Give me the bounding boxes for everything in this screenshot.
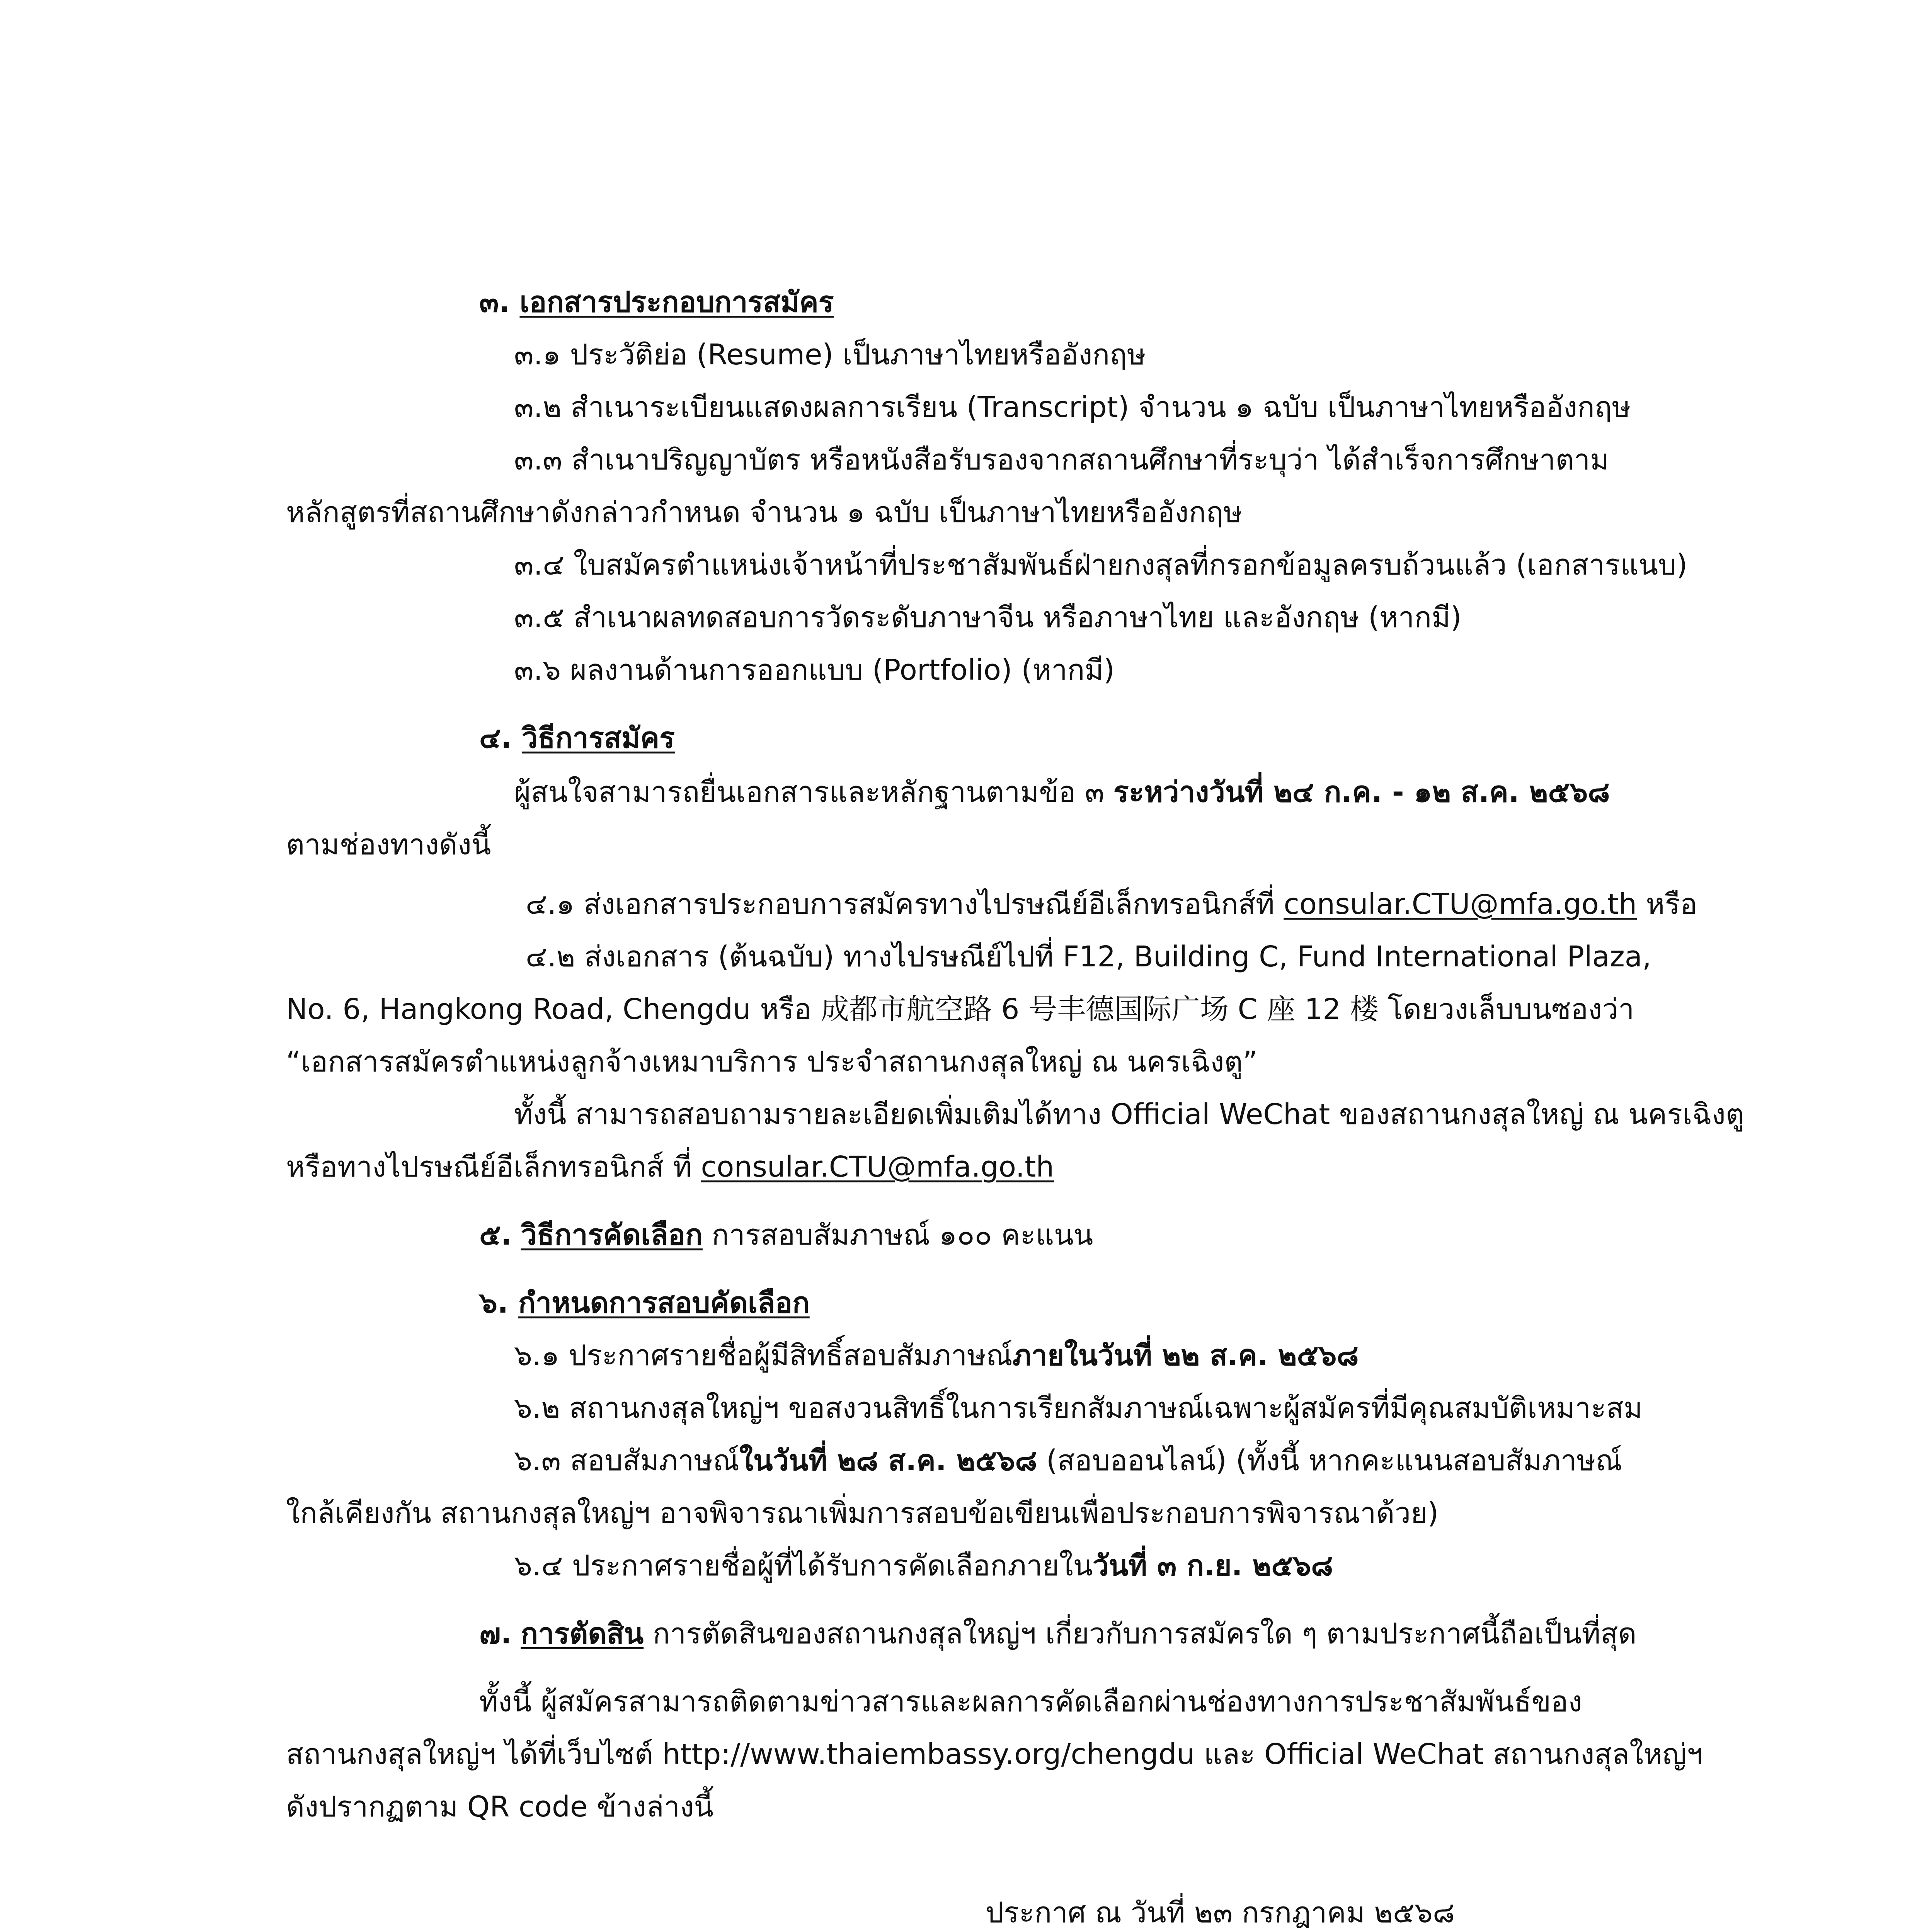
item-6-1-text: ๖.๑ ประกาศรายชื่อผู้มีสิทธิ์สอบสัมภาษณ์ bbox=[514, 1339, 1013, 1372]
section-6-number: ๖. bbox=[479, 1286, 509, 1320]
item-6-4-date: วันที่ ๓ ก.ย. ๒๕๖๘ bbox=[1093, 1549, 1333, 1582]
closing-line1: ทั้งนี้ ผู้สมัครสามารถติดตามข่าวสารและผลการคัดเลือกผ่านช่องทางการประชาสัมพันธ์ของ bbox=[479, 1685, 1582, 1718]
closing-line2: สถานกงสุลใหญ่ฯ ได้ที่เว็บไซต์ http://www.thaiembassy.org/chengdu และ Official WeChat สถานกงสุลใหญ่ฯ bbox=[286, 1738, 1703, 1771]
item-4-1 bbox=[526, 885, 1697, 923]
section-5-text: การสอบสัมภาษณ์ ๑๐๐ คะแนน bbox=[702, 1218, 1093, 1252]
announcement-date: ประกาศ ณ วันที่ ๒๓ กรกฎาคม ๒๕๖๘ bbox=[986, 1896, 1455, 1929]
note-text: หรือทางไปรษณีย์อีเล็กทรอนิกส์ ที่ bbox=[286, 1150, 701, 1184]
email-link-2[interactable]: consular.CTU@mfa.go.th bbox=[701, 1150, 1054, 1184]
item-4-2-line3: “เอกสารสมัครตำแหน่งลูกจ้างเหมาบริการ ประจำสถานกงสุลใหญ่ ณ นครเฉิงตู” bbox=[286, 1045, 1258, 1078]
section-3-title: เอกสารประกอบการสมัคร bbox=[519, 286, 834, 319]
item-6-3-line2: ใกล้เคียงกัน สถานกงสุลใหญ่ฯ อาจพิจารณาเพิ่มการสอบข้อเขียนเพื่อประกอบการพิจารณาด้วย) bbox=[286, 1497, 1439, 1530]
section-6-heading bbox=[479, 1284, 810, 1322]
item-3-3-line2: หลักสูตรที่สถานศึกษาดังกล่าวกำหนด จำนวน ๑ ฉบับ เป็นภาษาไทยหรืออังกฤษ bbox=[286, 496, 1242, 529]
note-line1: ทั้งนี้ สามารถสอบถามรายละเอียดเพิ่มเติมได้ทาง Official WeChat ของสถานกงสุลใหญ่ ณ นครเฉิงตู bbox=[514, 1098, 1744, 1131]
section-5-title: วิธีการคัดเลือก bbox=[521, 1218, 703, 1252]
item-4-1-text: ๔.๑ ส่งเอกสารประกอบการสมัครทางไปรษณีย์อีเล็กทรอนิกส์ที่ bbox=[526, 888, 1284, 921]
item-4-2-line2: No. 6, Hangkong Road, Chengdu หรือ 成都市航空路 6 号丰德国际广场 C 座 12 楼 โดยวงเล็บบนซองว่า bbox=[286, 993, 1634, 1026]
item-6-3-date: ในวันที่ ๒๘ ส.ค. ๒๕๖๘ bbox=[739, 1444, 1037, 1477]
item-3-2: ๓.๒ สำเนาระเบียนแสดงผลการเรียน (Transcript) จำนวน ๑ ฉบับ เป็นภาษาไทยหรืออังกฤษ bbox=[514, 391, 1631, 424]
item-3-4: ๓.๔ ใบสมัครตำแหน่งเจ้าหน้าที่ประชาสัมพันธ์ฝ่ายกงสุลที่กรอกข้อมูลครบถ้วนแล้ว (เอกสารแนบ) bbox=[514, 548, 1688, 582]
email-link[interactable]: consular.CTU@mfa.go.th bbox=[1284, 888, 1637, 921]
item-6-1-date: ภายในวันที่ ๒๒ ส.ค. ๒๕๖๘ bbox=[1012, 1339, 1359, 1372]
intro-text: ผู้สนใจสามารถยื่นเอกสารและหลักฐานตามข้อ ๓ bbox=[514, 776, 1113, 809]
item-3-6: ๓.๖ ผลงานด้านการออกแบบ (Portfolio) (หากมี) bbox=[514, 653, 1115, 687]
section-4-title: วิธีการสมัคร bbox=[521, 721, 675, 755]
application-period: ระหว่างวันที่ ๒๔ ก.ค. - ๑๒ ส.ค. ๒๕๖๘ bbox=[1113, 776, 1610, 809]
item-6-4-text: ๖.๔ ประกาศรายชื่อผู้ที่ได้รับการคัดเลือกภายใน bbox=[514, 1549, 1093, 1582]
section-3-number: ๓. bbox=[479, 286, 510, 319]
section-4-number: ๔. bbox=[479, 721, 512, 755]
section-4-intro bbox=[514, 773, 1610, 811]
item-6-3-rest: (สอบออนไลน์) (ทั้งนี้ หากคะแนนสอบสัมภาษณ์ bbox=[1037, 1444, 1622, 1477]
item-6-4 bbox=[514, 1546, 1333, 1585]
item-3-3-line1: ๓.๓ สำเนาปริญญาบัตร หรือหนังสือรับรองจากสถานศึกษาที่ระบุว่า ได้สำเร็จการศึกษาตาม bbox=[514, 443, 1609, 476]
section-5-number: ๕. bbox=[479, 1218, 512, 1252]
item-4-2-line1: ๔.๒ ส่งเอกสาร (ต้นฉบับ) ทางไปรษณีย์ไปที่ F12, Building C, Fund International Plaza, bbox=[526, 940, 1651, 973]
section-3-heading bbox=[479, 283, 834, 321]
section-7-title: การตัดสิน bbox=[521, 1617, 644, 1650]
item-6-3-line1 bbox=[514, 1441, 1622, 1480]
note-line2 bbox=[286, 1148, 1054, 1186]
section-7 bbox=[479, 1614, 1636, 1653]
item-4-1-suffix: หรือ bbox=[1637, 888, 1697, 921]
item-6-3-text: ๖.๓ สอบสัมภาษณ์ bbox=[514, 1444, 739, 1477]
section-6-title: กำหนดการสอบคัดเลือก bbox=[518, 1286, 810, 1320]
item-6-1 bbox=[514, 1336, 1359, 1375]
section-7-text: การตัดสินของสถานกงสุลใหญ่ฯ เกี่ยวกับการสมัครใด ๆ ตามประกาศนี้ถือเป็นที่สุด bbox=[644, 1617, 1637, 1650]
item-3-5: ๓.๕ สำเนาผลทดสอบการวัดระดับภาษาจีน หรือภาษาไทย และอังกฤษ (หากมี) bbox=[514, 601, 1462, 634]
section-7-number: ๗. bbox=[479, 1617, 512, 1650]
item-3-1: ๓.๑ ประวัติย่อ (Resume) เป็นภาษาไทยหรืออังกฤษ bbox=[514, 338, 1146, 371]
section-4-heading bbox=[479, 719, 675, 757]
closing-line3: ดังปรากฏตาม QR code ข้างล่างนี้ bbox=[286, 1790, 713, 1823]
item-6-2: ๖.๒ สถานกงสุลใหญ่ฯ ขอสงวนสิทธิ์ในการเรียกสัมภาษณ์เฉพาะผู้สมัครที่มีคุณสมบัติเหมาะสม bbox=[514, 1391, 1643, 1425]
section-4-intro-cont: ตามช่องทางดังนี้ bbox=[286, 828, 491, 861]
section-5 bbox=[479, 1216, 1093, 1254]
